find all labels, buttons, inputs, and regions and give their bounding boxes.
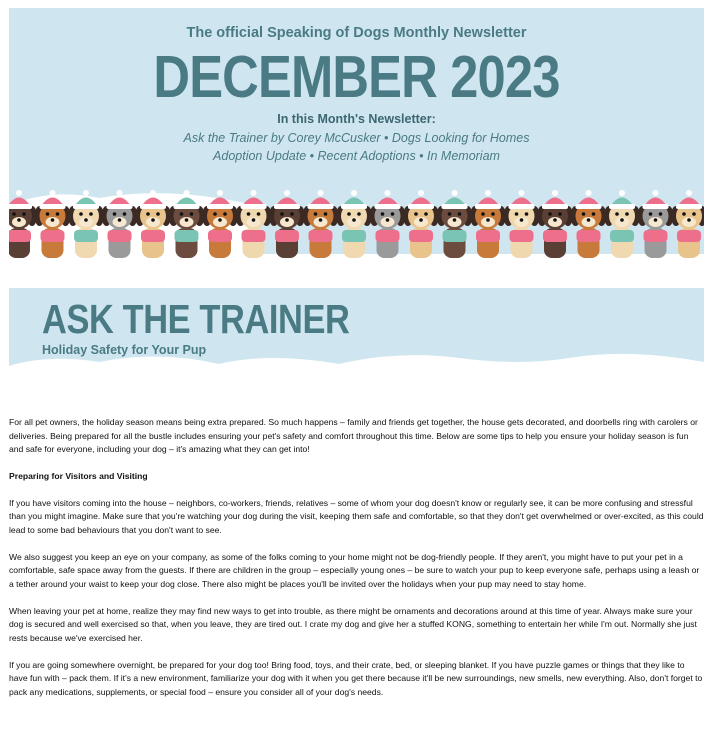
article-paragraph: When leaving your pet at home, realize they may find new ways to get into trouble, as there might be ornaments and decorations around at this time of year. Always make sure your dog is secured and well exercised so that, when you leave, they are tired out. I crate my dog and give her a stuffed KONG, something to entertain her while I'm out. Normally she just rests because we've exercised her. [9,605,697,643]
newsletter-subtitle: The official Speaking of Dogs Monthly Newsletter [186,25,527,41]
contents-line-1: Ask the Trainer by Corey McCusker • Dogs Looking for Homes [183,131,530,145]
dog-figure [638,190,674,258]
ask-the-trainer-header [9,288,704,386]
dog-figure [537,190,573,258]
issue-month-title: DECEMBER 2023 [153,44,560,110]
article-body [9,416,704,713]
article-paragraph: If you have visitors coming into the house – neighbors, co-workers, friends, relatives – some of whom your dog doesn't know or regularly see, it can be more confusing and stressful than you might imagine. Make sure that you're watching your dog during the visit, keeping them safe and comfortable, so that they don't get overwhelmed or over-excited, as this could lead to some bad behaviours that you don't want to see. [9,497,704,535]
dog-figure [336,190,372,258]
dog-figure [370,190,406,258]
section-subtitle: Holiday Safety for Your Pup [42,343,207,357]
article-paragraph: If you are going somewhere overnight, be prepared for your dog too! Bring food, toys, and their crate, bed, or sleeping blanket. If you have puzzle games or things that they like to have fun with – pack them. If it's a new environment, familiarize your dog with it when you get there because it'll be new surroundings, new smells, new everything. Also, don't forget to pack any medications, supplements, or special food – ensure you consider all of your dog's needs. [9,659,703,697]
dog-figure [269,190,305,258]
article-paragraph: We also suggest you keep an eye on your company, as some of the folks coming to your home might not be dog-friendly people. If they aren't, you might have to put your pet in a comfortable, safe space away from the guests. If there are children in the group – especially young ones – be sure to watch your pup to keep everyone safe, perhaps using a leash or a tether around your waist to keep your dog close. There also might be places you'll be invited over the holidays when your pup may need to stay home. [9,551,700,589]
snow-drift [9,344,704,386]
dog-row [9,190,704,258]
contents-line-2: Adoption Update • Recent Adoptions • In Memoriam [213,149,500,163]
dog-figure [504,190,540,258]
dog-figure [303,190,339,258]
in-this-issue-label: In this Month's Newsletter: [277,112,436,126]
section-title: ASK THE TRAINER [42,296,350,342]
dog-figure [571,190,607,258]
newsletter-banner [9,8,704,274]
dog-figure [437,190,473,258]
holiday-dogs-illustration [9,176,704,274]
dog-figure [470,190,506,258]
article-intro: For all pet owners, the holiday season means being extra prepared. So much happens – family and friends get together, the house gets decorated, and doorbells ring with carolers or deliveries. Being prepared for all the bustle includes ensuring your pet's safety and comfort throughout this time. Below are some tips to help you ensure your holiday season is fun and safe for everyone, including your dog – it's amazing what they can get into! [9,417,698,455]
dog-figure [403,190,439,258]
dog-figure [604,190,640,258]
dog-figure [671,190,704,258]
article-section-heading: Preparing for Visitors and Visiting [9,470,148,481]
